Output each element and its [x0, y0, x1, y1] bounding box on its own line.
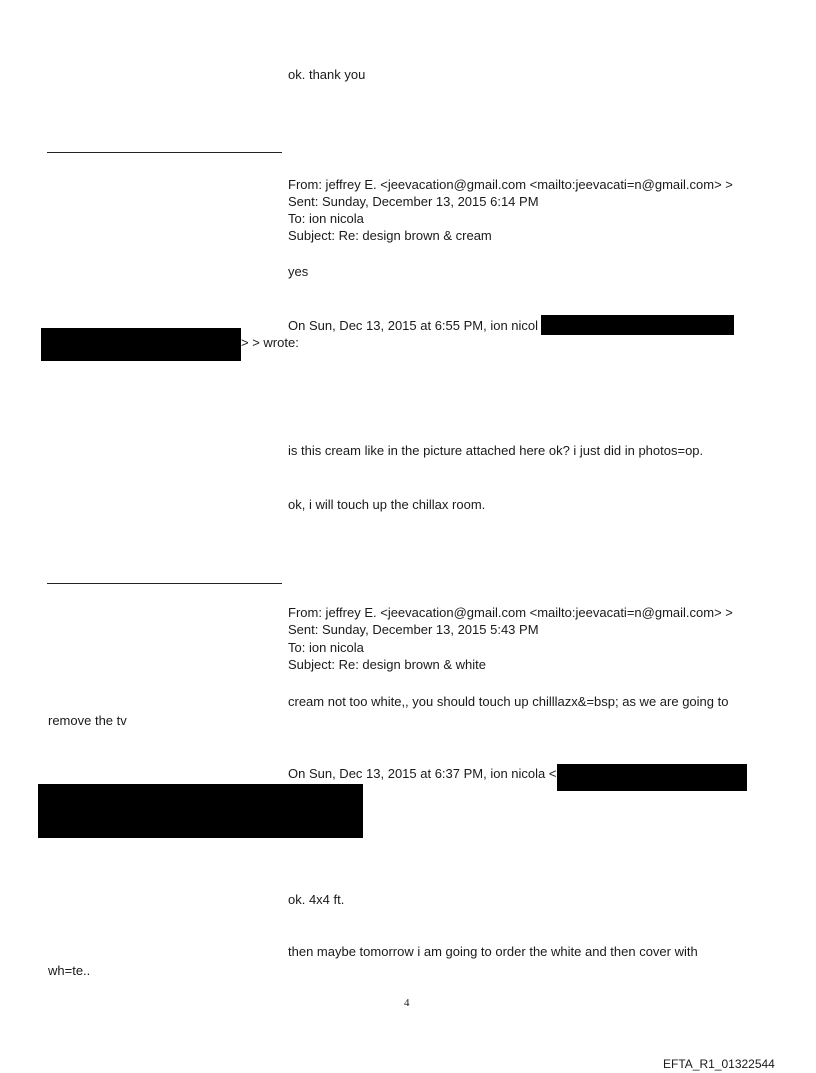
message-text: wh=te..	[48, 963, 91, 978]
email-body-text: remove the tv	[48, 713, 127, 728]
subject-line: Subject: Re: design brown & cream	[288, 228, 492, 243]
redaction-block	[38, 784, 363, 838]
quote-header-line: On Sun, Dec 13, 2015 at 6:37 PM, ion nicola <	[288, 766, 557, 781]
to-line: To: ion nicola	[288, 640, 364, 655]
bates-number: EFTA_R1_01322544	[663, 1057, 775, 1071]
reply-text: ok. thank you	[288, 67, 366, 82]
separator-line	[47, 583, 282, 584]
redaction-block	[541, 315, 734, 335]
redaction-block	[557, 764, 747, 791]
from-line: From: jeffrey E. <jeevacation@gmail.com <mailto:jeevacati=n@gmail.com> >	[288, 605, 733, 620]
quote-header-end: > > wrote:	[241, 335, 299, 350]
message-text: then maybe tomorrow i am going to order the white and then cover with	[288, 944, 698, 959]
quote-header-line: On Sun, Dec 13, 2015 at 6:55 PM, ion nicol	[288, 318, 539, 333]
to-line: To: ion nicola	[288, 211, 364, 226]
redaction-block	[41, 328, 241, 361]
message-text: ok. 4x4 ft.	[288, 892, 345, 907]
from-line: From: jeffrey E. <jeevacation@gmail.com <mailto:jeevacati=n@gmail.com> >	[288, 177, 733, 192]
sent-line: Sent: Sunday, December 13, 2015 5:43 PM	[288, 622, 539, 637]
message-text: is this cream like in the picture attached here ok? i just did in photos=op.	[288, 443, 704, 458]
email-body-text: yes	[288, 264, 309, 279]
subject-line: Subject: Re: design brown & white	[288, 657, 486, 672]
email-body-text: cream not too white,, you should touch up chilllazx&=bsp; as we are going to	[288, 694, 729, 709]
message-text: ok, i will touch up the chillax room.	[288, 497, 486, 512]
sent-line: Sent: Sunday, December 13, 2015 6:14 PM	[288, 194, 539, 209]
page-number: 4	[404, 997, 410, 1009]
separator-line	[47, 152, 282, 153]
